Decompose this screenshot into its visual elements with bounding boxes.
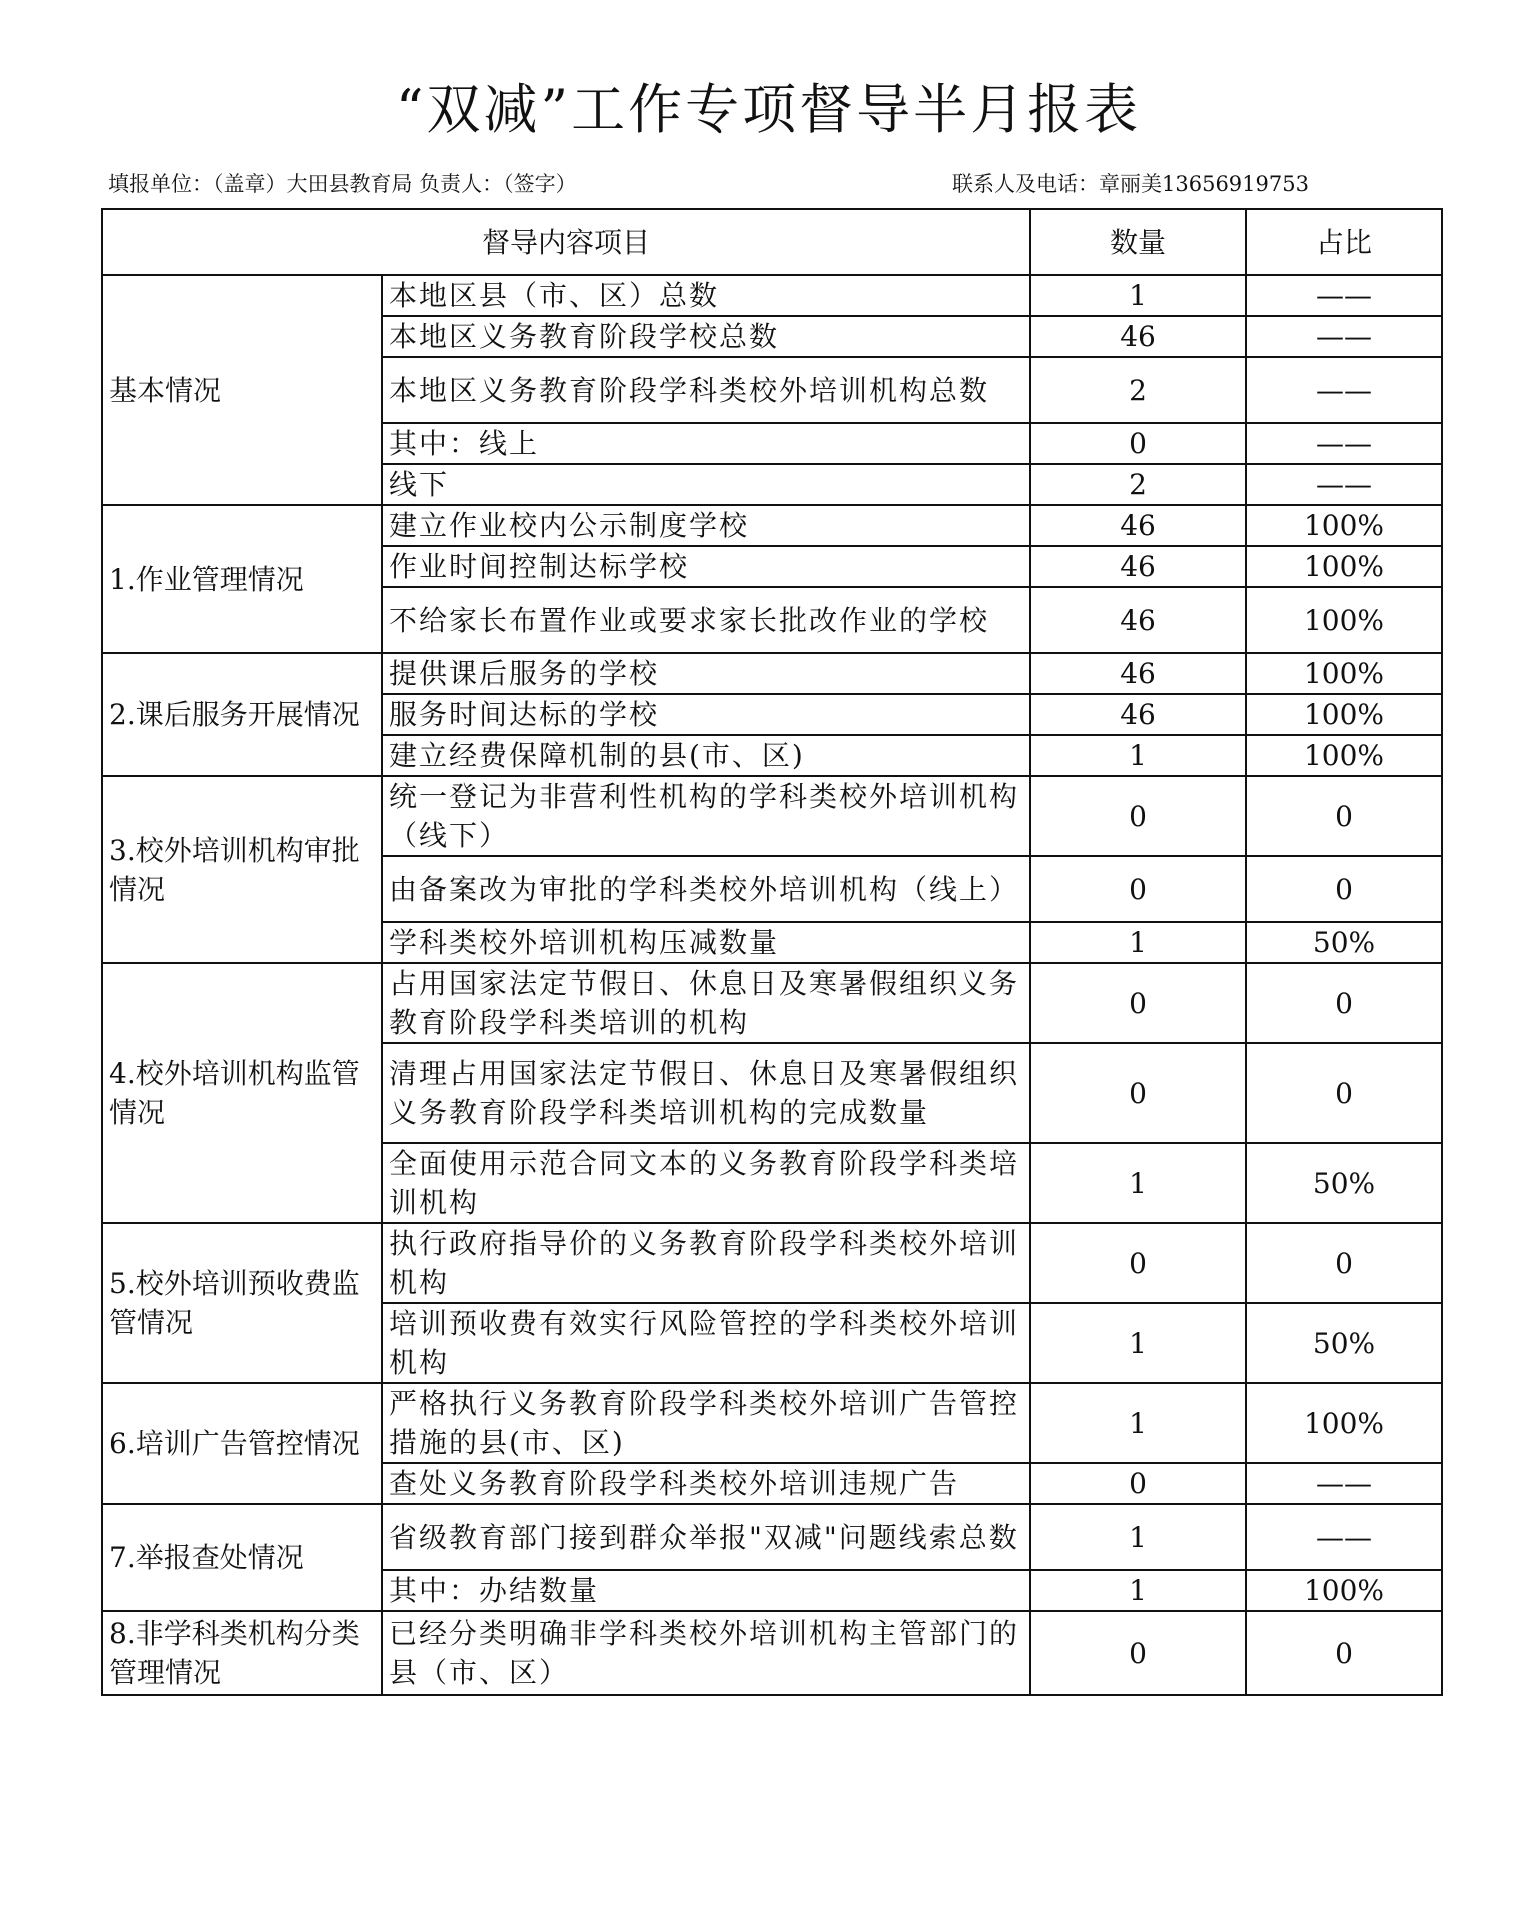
report-table: [101, 208, 1443, 1696]
item-cell: 建立经费保障机制的县(市、区): [382, 735, 1030, 776]
header-count: 数量: [1030, 209, 1246, 275]
table-row: [102, 963, 1442, 1043]
item-cell: 查处义务教育阶段学科类校外培训违规广告: [382, 1463, 1030, 1504]
contact-line: 联系人及电话：章丽美13656919753: [952, 172, 1309, 196]
count-cell: 0: [1030, 423, 1246, 464]
category-cell: 基本情况: [102, 275, 382, 505]
item-cell: 清理占用国家法定节假日、休息日及寒暑假组织义务教育阶段学科类培训机构的完成数量: [382, 1043, 1030, 1143]
header-ratio: 占比: [1246, 209, 1442, 275]
item-cell: 已经分类明确非学科类校外培训机构主管部门的县（市、区）: [382, 1611, 1030, 1695]
item-cell: 其中：办结数量: [382, 1570, 1030, 1611]
count-cell: 0: [1030, 776, 1246, 856]
count-cell: 0: [1030, 963, 1246, 1043]
table-header-row: [102, 209, 1442, 275]
item-cell: 服务时间达标的学校: [382, 694, 1030, 735]
count-cell: 2: [1030, 464, 1246, 505]
count-cell: 0: [1030, 1611, 1246, 1695]
count-cell: 1: [1030, 1143, 1246, 1223]
item-cell: 本地区县（市、区）总数: [382, 275, 1030, 316]
item-cell: 不给家长布置作业或要求家长批改作业的学校: [382, 587, 1030, 653]
count-cell: 0: [1030, 856, 1246, 922]
item-cell: 本地区义务教育阶段学校总数: [382, 316, 1030, 357]
category-cell: 5.校外培训预收费监管情况: [102, 1223, 382, 1383]
category-cell: 6.培训广告管控情况: [102, 1383, 382, 1504]
ratio-cell: 0: [1246, 963, 1442, 1043]
category-cell: 3.校外培训机构审批情况: [102, 776, 382, 963]
table-row: [102, 1611, 1442, 1695]
table-row: [102, 1504, 1442, 1570]
ratio-cell: 100%: [1246, 1383, 1442, 1463]
ratio-cell: 100%: [1246, 505, 1442, 546]
count-cell: 46: [1030, 546, 1246, 587]
count-cell: 0: [1030, 1463, 1246, 1504]
ratio-cell: 100%: [1246, 587, 1442, 653]
table-row: [102, 275, 1442, 316]
ratio-cell: ——: [1246, 423, 1442, 464]
count-cell: 46: [1030, 316, 1246, 357]
count-cell: 1: [1030, 1383, 1246, 1463]
ratio-cell: ——: [1246, 1504, 1442, 1570]
count-cell: 46: [1030, 505, 1246, 546]
item-cell: 培训预收费有效实行风险管控的学科类校外培训机构: [382, 1303, 1030, 1383]
ratio-cell: 100%: [1246, 735, 1442, 776]
item-cell: 严格执行义务教育阶段学科类校外培训广告管控措施的县(市、区): [382, 1383, 1030, 1463]
category-cell: 4.校外培训机构监管情况: [102, 963, 382, 1223]
count-cell: 1: [1030, 735, 1246, 776]
count-cell: 46: [1030, 653, 1246, 694]
table-row: [102, 1383, 1442, 1463]
table-row: [102, 505, 1442, 546]
table-row: [102, 776, 1442, 856]
count-cell: 1: [1030, 1504, 1246, 1570]
ratio-cell: ——: [1246, 275, 1442, 316]
count-cell: 2: [1030, 357, 1246, 423]
item-cell: 占用国家法定节假日、休息日及寒暑假组织义务教育阶段学科类培训的机构: [382, 963, 1030, 1043]
reporting-unit-line: 填报单位：（盖章）大田县教育局 负责人：（签字）: [108, 172, 577, 196]
header-item: 督导内容项目: [102, 209, 1030, 275]
ratio-cell: 50%: [1246, 922, 1442, 963]
ratio-cell: ——: [1246, 357, 1442, 423]
item-cell: 执行政府指导价的义务教育阶段学科类校外培训机构: [382, 1223, 1030, 1303]
ratio-cell: 0: [1246, 1223, 1442, 1303]
category-cell: 8.非学科类机构分类管理情况: [102, 1611, 382, 1695]
item-cell: 省级教育部门接到群众举报"双减"问题线索总数: [382, 1504, 1030, 1570]
item-cell: 其中：线上: [382, 423, 1030, 464]
ratio-cell: ——: [1246, 464, 1442, 505]
count-cell: 46: [1030, 694, 1246, 735]
ratio-cell: 50%: [1246, 1303, 1442, 1383]
category-cell: 1.作业管理情况: [102, 505, 382, 653]
category-cell: 7.举报查处情况: [102, 1504, 382, 1611]
table-row: [102, 1223, 1442, 1303]
item-cell: 线下: [382, 464, 1030, 505]
ratio-cell: 0: [1246, 1043, 1442, 1143]
ratio-cell: 100%: [1246, 653, 1442, 694]
ratio-cell: 50%: [1246, 1143, 1442, 1223]
ratio-cell: ——: [1246, 1463, 1442, 1504]
count-cell: 0: [1030, 1223, 1246, 1303]
ratio-cell: 0: [1246, 776, 1442, 856]
ratio-cell: 0: [1246, 856, 1442, 922]
count-cell: 1: [1030, 1303, 1246, 1383]
count-cell: 1: [1030, 922, 1246, 963]
count-cell: 1: [1030, 275, 1246, 316]
ratio-cell: ——: [1246, 316, 1442, 357]
ratio-cell: 100%: [1246, 1570, 1442, 1611]
count-cell: 46: [1030, 587, 1246, 653]
category-cell: 2.课后服务开展情况: [102, 653, 382, 776]
item-cell: 提供课后服务的学校: [382, 653, 1030, 694]
item-cell: 全面使用示范合同文本的义务教育阶段学科类培训机构: [382, 1143, 1030, 1223]
item-cell: 统一登记为非营利性机构的学科类校外培训机构（线下）: [382, 776, 1030, 856]
item-cell: 本地区义务教育阶段学科类校外培训机构总数: [382, 357, 1030, 423]
table-row: [102, 653, 1442, 694]
item-cell: 学科类校外培训机构压减数量: [382, 922, 1030, 963]
ratio-cell: 100%: [1246, 694, 1442, 735]
ratio-cell: 100%: [1246, 546, 1442, 587]
count-cell: 0: [1030, 1043, 1246, 1143]
item-cell: 由备案改为审批的学科类校外培训机构（线上）: [382, 856, 1030, 922]
item-cell: 建立作业校内公示制度学校: [382, 505, 1030, 546]
ratio-cell: 0: [1246, 1611, 1442, 1695]
count-cell: 1: [1030, 1570, 1246, 1611]
item-cell: 作业时间控制达标学校: [382, 546, 1030, 587]
page-title: “双减”工作专项督导半月报表: [395, 78, 1142, 141]
